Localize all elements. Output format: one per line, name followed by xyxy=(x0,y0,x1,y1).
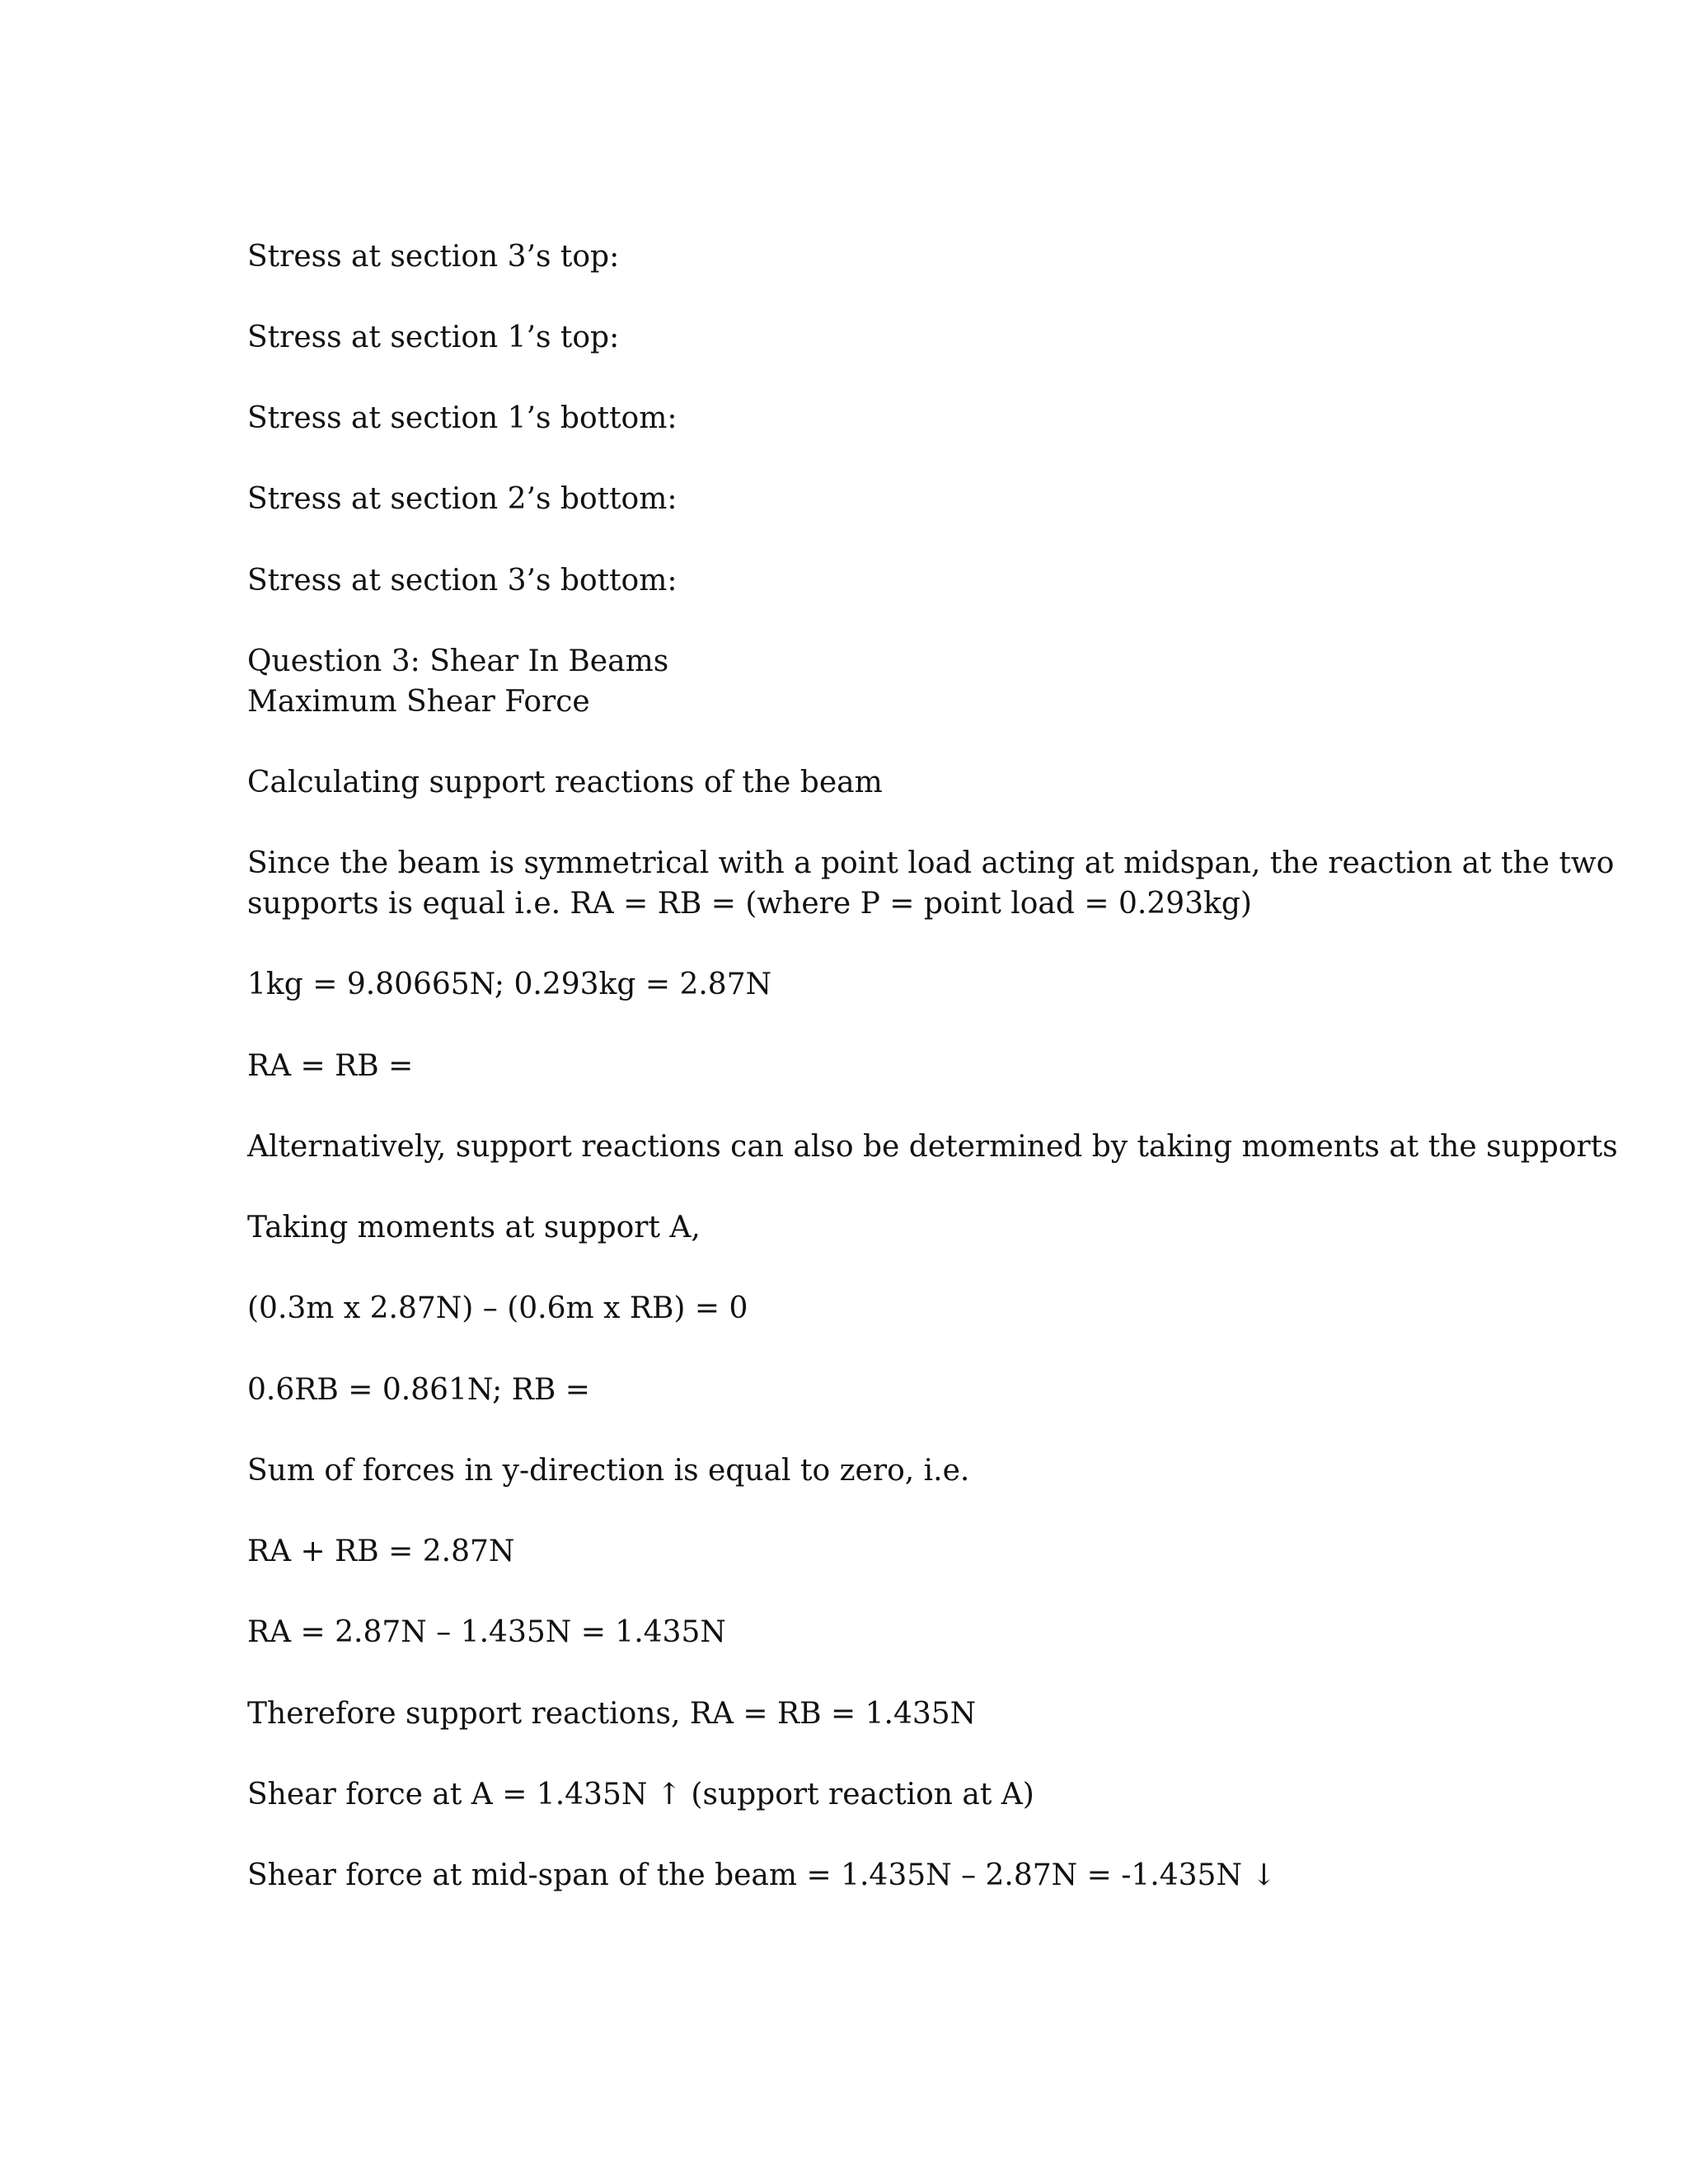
rb-equation: 0.6RB = 0.861N; RB = xyxy=(247,1373,590,1407)
moment-equation: (0.3m x 2.87N) – (0.6m x RB) = 0 xyxy=(247,1291,748,1325)
paragraph-alternatively: Alternatively, support reactions can also be determined by taking moments at the supports xyxy=(247,1130,1618,1164)
stress-section-2-bottom: Stress at section 2’s bottom: xyxy=(247,482,678,516)
stress-section-3-top: Stress at section 3’s top: xyxy=(247,240,620,274)
paragraph-taking-moments: Taking moments at support A, xyxy=(247,1211,701,1244)
ra-equation: RA = 2.87N – 1.435N = 1.435N xyxy=(247,1615,726,1649)
sum-equation: RA + RB = 2.87N xyxy=(247,1535,515,1568)
paragraph-symmetry-line-1: Since the beam is symmetrical with a point load acting at midspan, the reaction at the two xyxy=(247,846,1615,880)
stress-section-1-bottom: Stress at section 1’s bottom: xyxy=(247,401,678,435)
paragraph-calculating-reactions: Calculating support reactions of the beam xyxy=(247,766,883,799)
question-heading: Question 3: Shear In Beams xyxy=(247,644,669,678)
paragraph-symmetry-line-2: supports is equal i.e. RA = RB = (where P = point load = 0.293kg) xyxy=(247,887,1252,921)
paragraph-therefore: Therefore support reactions, RA = RB = 1.435N xyxy=(247,1697,977,1731)
reaction-equation: RA = RB = xyxy=(247,1049,414,1083)
paragraph-sum-of-forces: Sum of forces in y-direction is equal to zero, i.e. xyxy=(247,1454,970,1488)
shear-force-at-a: Shear force at A = 1.435N ↑ (support reaction at A) xyxy=(247,1778,1034,1811)
subheading-max-shear: Maximum Shear Force xyxy=(247,685,590,719)
conversion-equation: 1kg = 9.80665N; 0.293kg = 2.87N xyxy=(247,968,772,1001)
shear-force-mid-span: Shear force at mid-span of the beam = 1.435N – 2.87N = -1.435N ↓ xyxy=(247,1858,1277,1892)
stress-section-3-bottom: Stress at section 3’s bottom: xyxy=(247,564,678,598)
stress-section-1-top: Stress at section 1’s top: xyxy=(247,321,620,354)
